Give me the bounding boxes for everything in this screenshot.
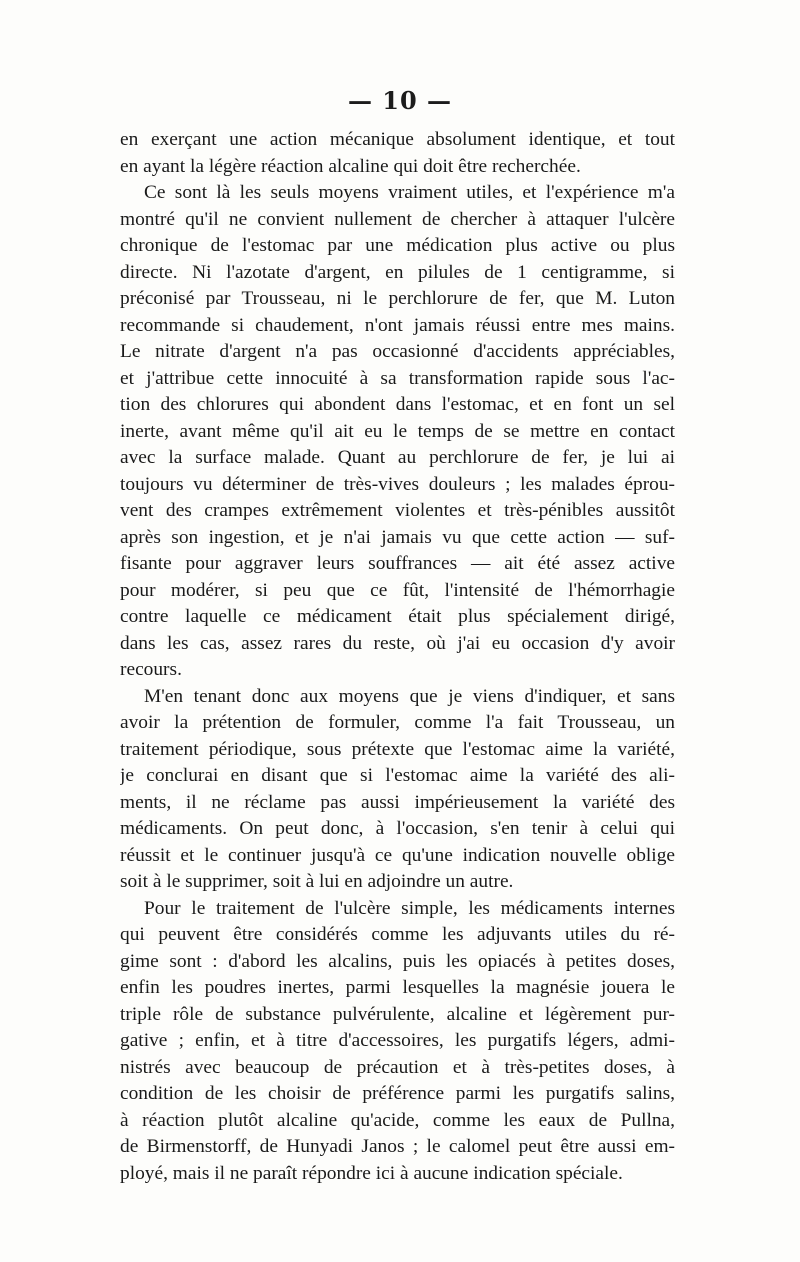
text-line: de Birmenstorff, de Hunyadi Janos ; le calomel peut être aussi em- xyxy=(120,1136,675,1157)
text-line: fisante pour aggraver leurs souffrances — ait été assez active xyxy=(120,553,675,574)
text-line: recommande si chaudement, n'ont jamais réussi entre mes mains. xyxy=(120,314,675,336)
text-line: enfin les poudres inertes, parmi lesquelles la magnésie jouera le xyxy=(120,977,675,998)
text-line: je conclurai en disant que si l'estomac aime la variété des ali- xyxy=(120,765,675,786)
text-line: nistrés avec beaucoup de précaution et à très-petites doses, à xyxy=(120,1056,675,1078)
text-line: contre laquelle ce médicament était plus spécialement dirigé, xyxy=(120,606,675,627)
text-line: gime sont : d'abord les alcalins, puis les opiacés à petites doses, xyxy=(120,950,675,972)
text-line: Pour le traitement de l'ulcère simple, les médicaments internes xyxy=(144,897,675,919)
text-line: ployé, mais il ne paraît répondre ici à aucune indication spéciale. xyxy=(120,1162,623,1184)
text-line: tion des chlorures qui abondent dans l'estomac, et en font un sel xyxy=(120,394,675,415)
text-line: vent des crampes extrêmement violentes et très-pénibles aussitôt xyxy=(120,500,675,521)
text-line: pour modérer, si peu que ce fût, l'intensité de l'hémorrhagie xyxy=(120,579,675,601)
text-line: triple rôle de substance pulvérulente, alcaline et légèrement pur- xyxy=(120,1003,675,1025)
text-line: montré qu'il ne convient nullement de chercher à attaquer l'ulcère xyxy=(120,208,675,230)
body-text xyxy=(120,127,675,1187)
text-line: toujours vu déterminer de très-vives douleurs ; les malades éprou- xyxy=(120,473,675,495)
text-line: recours. xyxy=(120,659,182,680)
text-line: avec la surface malade. Quant au perchlorure de fer, je lui ai xyxy=(120,447,675,468)
text-line: médicaments. On peut donc, à l'occasion, s'en tenir à celui qui xyxy=(120,818,675,839)
text-line: gative ; enfin, et à titre d'accessoires, les purgatifs légers, admi- xyxy=(120,1030,675,1051)
text-line: condition de les choisir de préférence parmi les purgatifs salins, xyxy=(120,1083,675,1104)
text-line: inerte, avant même qu'il ait eu le temps de se mettre en contact xyxy=(120,420,675,442)
text-line: Ce sont là les seuls moyens vraiment utiles, et l'expérience m'a xyxy=(144,182,675,203)
text-line: préconisé par Trousseau, ni le perchlorure de fer, que M. Luton xyxy=(120,288,675,309)
text-line: Le nitrate d'argent n'a pas occasionné d'accidents appréciables, xyxy=(120,341,675,362)
text-line: en exerçant une action mécanique absolument identique, et tout xyxy=(120,129,675,150)
text-line: traitement périodique, sous prétexte que l'estomac aime la variété, xyxy=(120,738,675,760)
text-line: après son ingestion, et je n'ai jamais vu que cette action — suf- xyxy=(120,526,675,548)
text-line: soit à le supprimer, soit à lui en adjoindre un autre. xyxy=(120,871,514,892)
text-line: avoir la prétention de formuler, comme l'a fait Trousseau, un xyxy=(120,712,675,733)
text-line: dans les cas, assez rares du reste, où j'ai eu occasion d'y avoir xyxy=(120,632,675,654)
text-line: ments, il ne réclame pas aussi impérieusement la variété des xyxy=(120,791,675,813)
text-line: et j'attribue cette innocuité à sa transformation rapide sous l'ac- xyxy=(120,367,675,389)
text-line: réussit et le continuer jusqu'à ce qu'une indication nouvelle oblige xyxy=(120,844,675,866)
page-number: — 10 — xyxy=(347,86,453,115)
text-line: directe. Ni l'azotate d'argent, en pilules de 1 centigramme, si xyxy=(120,261,675,283)
text-line: chronique de l'estomac par une médication plus active ou plus xyxy=(120,235,675,256)
text-line: à réaction plutôt alcaline qu'acide, comme les eaux de Pullna, xyxy=(120,1109,675,1131)
text-line: en ayant la légère réaction alcaline qui doit être recherchée. xyxy=(120,155,581,177)
text-line: qui peuvent être considérés comme les adjuvants utiles du ré- xyxy=(120,924,675,945)
text-line: M'en tenant donc aux moyens que je viens d'indiquer, et sans xyxy=(144,685,675,707)
